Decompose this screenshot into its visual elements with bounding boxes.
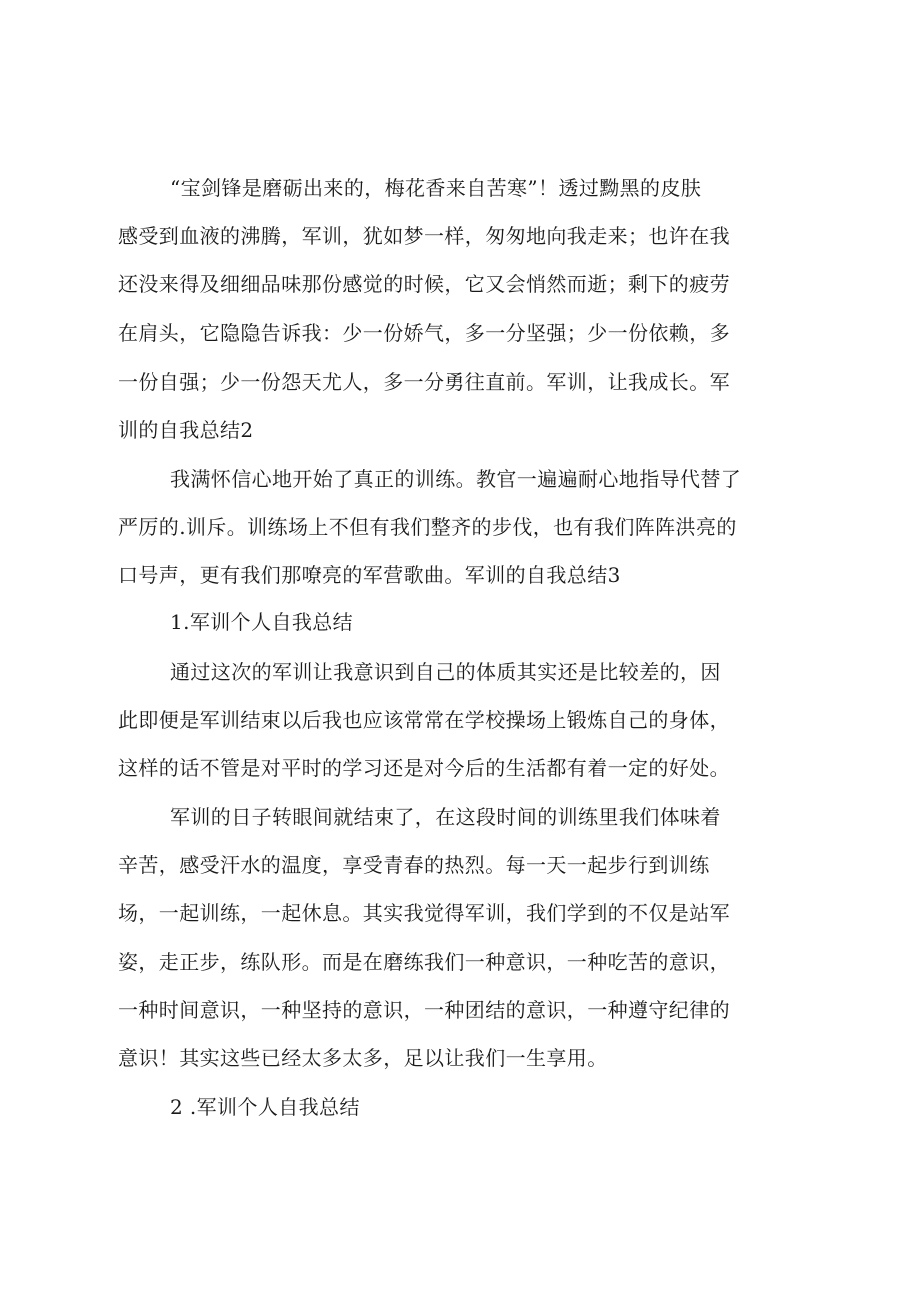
paragraph-3-line-3: 这样的话不管是对平时的学习还是对今后的生活都有着一定的好处。 [118, 756, 730, 780]
paragraph-1-line-4: 在肩头，它隐隐告诉我：少一份娇气，多一分坚强；少一份依赖，多 [118, 321, 730, 345]
paragraph-1-line-5: 一份自强；少一份怨天尤人，多一分勇往直前。军训，让我成长。军 [118, 370, 730, 394]
paragraph-1-line-3: 还没来得及细细品味那份感觉的时候，它又会悄然而逝；剩下的疲劳 [118, 272, 730, 296]
section-heading-2: 2 .军训个人自我总结 [170, 1095, 360, 1119]
paragraph-4-line-5: 一种时间意识，一种坚持的意识，一种团结的意识，一种遵守纪律的 [118, 998, 730, 1022]
paragraph-4-line-3: 场，一起训练，一起休息。其实我觉得军训，我们学到的不仅是站军 [118, 901, 730, 925]
paragraph-4-line-6: 意识！其实这些已经太多太多，足以让我们一生享用。 [118, 1046, 608, 1070]
paragraph-3-line-2: 此即便是军训结束以后我也应该常常在学校操场上锻炼自己的身体， [118, 708, 730, 732]
section-heading-1: 1.军训个人自我总结 [170, 610, 354, 634]
paragraph-2-line-2: 严厉的.训斥。训练场上不但有我们整齐的步伐，也有我们阵阵洪亮的 [118, 515, 737, 539]
paragraph-1-line-6: 训的自我总结2 [118, 418, 254, 442]
paragraph-4-line-2: 辛苦，感受汗水的温度，享受青春的热烈。每一天一起步行到训练 [118, 853, 710, 877]
paragraph-3-line-1: 通过这次的军训让我意识到自己的体质其实还是比较差的，因 [170, 660, 721, 684]
paragraph-1-line-2: 感受到血液的沸腾，军训，犹如梦一样，匆匆地向我走来；也许在我 [118, 224, 730, 248]
paragraph-2-line-3: 口号声，更有我们那嘹亮的军营歌曲。军训的自我总结3 [118, 563, 621, 587]
paragraph-4-line-1: 军训的日子转眼间就结束了，在这段时间的训练里我们体味着 [170, 805, 721, 829]
paragraph-1-line-1: “宝剑锋是磨砺出来的，梅花香来自苦寒”！透过黝黑的皮肤 [170, 176, 702, 200]
paragraph-4-line-4: 姿，走正步，练队形。而是在磨练我们一种意识，一种吃苦的意识， [118, 950, 730, 974]
paragraph-2-line-1: 我满怀信心地开始了真正的训练。教官一遍遍耐心地指导代替了 [170, 467, 742, 491]
